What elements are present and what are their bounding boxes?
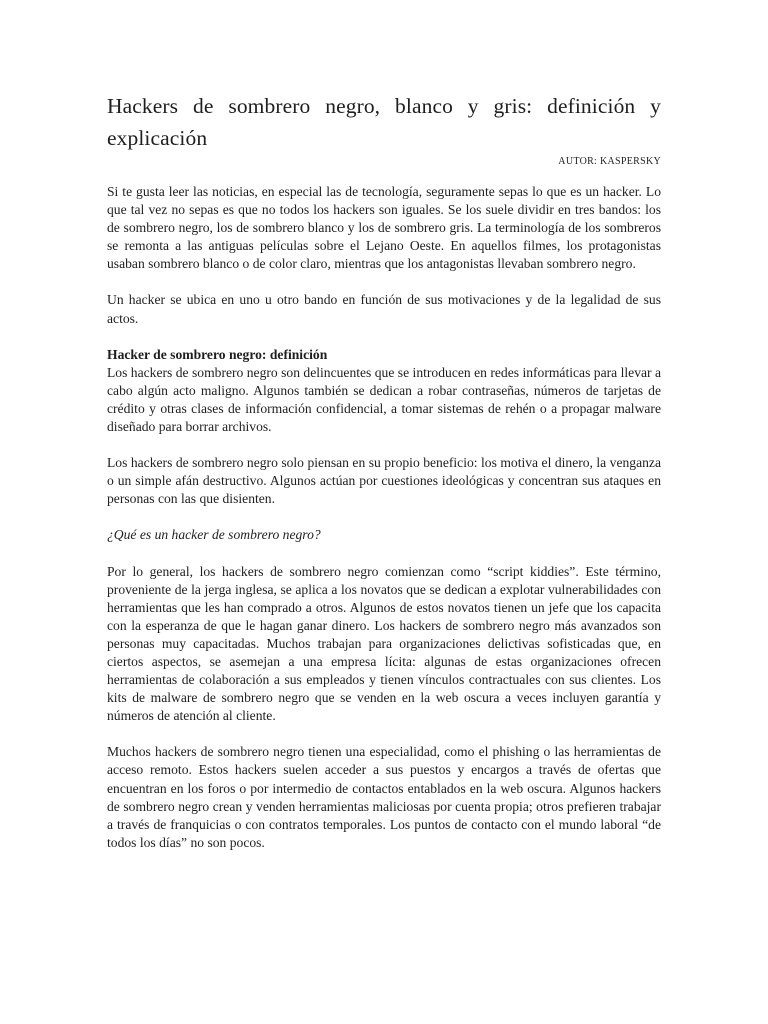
intro-paragraph-2: Un hacker se ubica en uno u otro bando en función de sus motivaciones y de la legalidad de sus actos.	[107, 292, 661, 326]
section-paragraph-1: Los hackers de sombrero negro son delincuentes que se introducen en redes informáticas para llevar a cabo algún acto maligno. Algunos también se dedican a robar contraseñas, números de tarjetas de crédito y otras clases de información confidencial, a tomar sistemas de rehén o a propagar malware diseñado para borrar archivos.	[107, 364, 661, 435]
document-author: AUTOR: KASPERSKY	[558, 156, 661, 167]
subquestion-heading: ¿Qué es un hacker de sombrero negro?	[107, 527, 321, 543]
document-title: Hackers de sombrero negro, blanco y gris: definición y explicación	[107, 94, 661, 150]
body-paragraph-2: Muchos hackers de sombrero negro tienen una especialidad, como el phishing o las herramientas de acceso remoto. Estos hackers suelen acceder a sus puestos y encargos a través de ofertas que encuentran en los foros o por intermedio de contactos entablados en la web oscura. Algunos hackers de sombrero negro crean y venden herramientas maliciosas por cuenta propia; otros prefieren trabajar a través de franquicias o con contratos temporales. Los puntos de contacto con el mundo laboral “de todos los días” no son pocos.	[107, 744, 661, 850]
body-paragraph-1: Por lo general, los hackers de sombrero negro comienzan como “script kiddies”. Este término, proveniente de la jerga inglesa, se aplica a los novatos que se dedican a explotar vulnerabilidades con herramientas que les han comprado a otros. Algunos de estos novatos tienen un jefe que los capacita con la esperanza de que le hagan ganar dinero. Los hackers de sombrero negro más avanzados son personas muy capacitadas. Muchos trabajan para organizaciones delictivas sofisticadas que, en ciertos aspectos, se asemejan a una empresa lícita: algunas de estas organizaciones ofrecen herramientas de colaboración a sus empleados y tienen vínculos contractuales con sus clientes. Los kits de malware de sombrero negro que se venden en la web oscura a veces incluyen garantía y números de atención al cliente.	[107, 563, 661, 724]
intro-paragraph-1: Si te gusta leer las noticias, en especial las de tecnología, seguramente sepas lo que es un hacker. Lo que tal vez no sepas es que no todos los hackers son iguales. Se los suele dividir en tres bandos: los de sombrero negro, los de sombrero blanco y los de sombrero gris. La terminología de los sombreros se remonta a las antiguas películas sobre el Lejano Oeste. En aquellos filmes, los protagonistas usaban sombrero blanco o de color claro, mientras que los antagonistas llevaban sombrero negro.	[107, 184, 661, 272]
section-paragraph-2: Los hackers de sombrero negro solo piensan en su propio beneficio: los motiva el dinero, la venganza o un simple afán destructivo. Algunos actúan por cuestiones ideológicas y concentran sus ataques en personas con las que disienten.	[107, 455, 661, 507]
document-page	[107, 90, 661, 870]
section-heading: Hacker de sombrero negro: definición	[107, 346, 328, 362]
